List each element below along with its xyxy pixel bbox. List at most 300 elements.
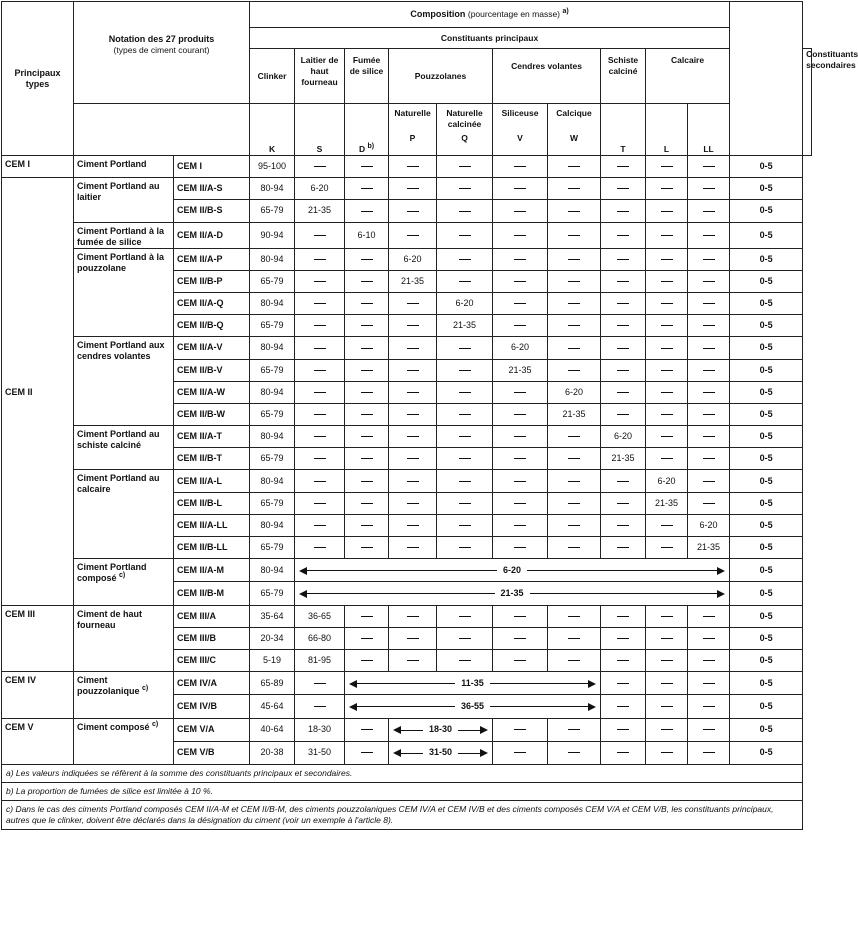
table-row: [2, 426, 812, 448]
dash-mark: [361, 616, 373, 617]
value-cell: [295, 470, 345, 492]
value-cell: 65-79: [250, 403, 295, 425]
value-cell: [601, 403, 646, 425]
dash-mark: [514, 729, 526, 730]
dash-mark: [568, 660, 580, 661]
family-name: Ciment Portland à la pouzzolane: [77, 251, 165, 273]
dash-mark: [361, 481, 373, 482]
range-arrow: [389, 719, 492, 741]
value-cell: [646, 222, 688, 248]
cement-code: CEM II/B-P: [174, 270, 250, 292]
cement-code: CEM II/B-W: [174, 403, 250, 425]
value-cell: [493, 514, 548, 536]
dash-mark: [617, 660, 629, 661]
value-cell: [437, 627, 493, 649]
dash-mark: [703, 683, 715, 684]
value-cell: [493, 222, 548, 248]
value-cell: [646, 695, 688, 718]
header-letter-ll: LL: [688, 104, 730, 156]
dash-mark: [661, 638, 673, 639]
value-cell: [601, 337, 646, 359]
secondary-value: 0-5: [730, 582, 803, 605]
product-family: [74, 337, 174, 426]
dash-mark: [407, 436, 419, 437]
dash-mark: [407, 392, 419, 393]
value-cell: [345, 359, 389, 381]
header-q-cell: [437, 104, 493, 156]
cement-code: CEM II/B-S: [174, 200, 250, 222]
cement-code: CEM V/B: [174, 741, 250, 764]
cement-code: CEM II/B-Q: [174, 315, 250, 337]
value-cell: 95-100: [250, 156, 295, 178]
value-cell: [548, 222, 601, 248]
value-cell: [295, 156, 345, 178]
value-cell: [345, 381, 389, 403]
dash-mark: [514, 458, 526, 459]
dash-mark: [661, 660, 673, 661]
value-cell: [345, 470, 389, 492]
value-cell: [601, 537, 646, 559]
table-row: [2, 337, 812, 359]
value-cell: [688, 381, 730, 403]
dash-mark: [314, 436, 326, 437]
dash-mark: [514, 481, 526, 482]
dash-mark: [514, 303, 526, 304]
dash-mark: [361, 638, 373, 639]
value-cell: [295, 381, 345, 403]
value-cell: [437, 426, 493, 448]
value-cell: 6-20: [688, 514, 730, 536]
value-cell: 21-35: [688, 537, 730, 559]
dash-mark: [407, 166, 419, 167]
dash-mark: [703, 235, 715, 236]
dash-mark: [568, 166, 580, 167]
range-arrow: [389, 742, 492, 764]
value-cell: [345, 248, 389, 270]
dash-mark: [314, 281, 326, 282]
value-cell: [345, 537, 389, 559]
dash-mark: [703, 259, 715, 260]
range-cell: [295, 582, 730, 605]
dash-mark: [407, 325, 419, 326]
dash-mark: [703, 303, 715, 304]
cement-code: CEM II/B-V: [174, 359, 250, 381]
secondary-value: 0-5: [730, 315, 803, 337]
dash-mark: [617, 729, 629, 730]
value-cell: 80-94: [250, 470, 295, 492]
header-letter-t: T: [601, 104, 646, 156]
dash-mark: [661, 436, 673, 437]
value-cell: [437, 649, 493, 671]
value-cell: [345, 178, 389, 200]
dash-mark: [407, 660, 419, 661]
cement-code: CEM V/A: [174, 718, 250, 741]
value-cell: [389, 359, 437, 381]
value-cell: [389, 426, 437, 448]
dash-mark: [514, 616, 526, 617]
secondary-value: 0-5: [730, 470, 803, 492]
value-cell: [345, 605, 389, 627]
dash-mark: [703, 436, 715, 437]
value-cell: [646, 537, 688, 559]
dash-mark: [407, 303, 419, 304]
dash-mark: [568, 481, 580, 482]
range-arrow: [345, 695, 600, 717]
value-cell: [345, 292, 389, 314]
dash-mark: [617, 525, 629, 526]
secondary-value: 0-5: [730, 359, 803, 381]
header-notation-subtitle: (types de ciment courant): [113, 45, 210, 55]
value-cell: 6-20: [601, 426, 646, 448]
value-cell: 66-80: [295, 627, 345, 649]
table-row: [2, 470, 812, 492]
dash-mark: [703, 638, 715, 639]
value-cell: 21-35: [389, 270, 437, 292]
dash-mark: [514, 392, 526, 393]
dash-mark: [314, 166, 326, 167]
dash-mark: [361, 348, 373, 349]
value-cell: [389, 537, 437, 559]
value-cell: [345, 200, 389, 222]
value-cell: 65-79: [250, 537, 295, 559]
cement-code: CEM II/A-D: [174, 222, 250, 248]
value-cell: [688, 403, 730, 425]
value-cell: 21-35: [493, 359, 548, 381]
family-name: Ciment composé: [77, 721, 150, 732]
header-naturelle: Naturelle: [394, 108, 431, 118]
value-cell: 80-94: [250, 426, 295, 448]
footnote-c: c) Dans le cas des ciments Portland composés CEM II/A-M et CEM II/B-M, des ciments pouzzolaniques CEM IV/A et CEM IV/B et des ciments composés CEM V/A et CEM V/B, les constituants principaux, autres que le clinker, doivent être déclarés dans la désignation du ciment (voir un exemple à l'article 8).: [2, 800, 803, 829]
table-row: [2, 672, 812, 695]
value-cell: [437, 248, 493, 270]
dash-mark: [361, 503, 373, 504]
value-clinker: 40-64: [250, 718, 295, 741]
principal-type: CEM I: [2, 156, 74, 178]
header-letter-q: Q: [461, 133, 468, 143]
dash-mark: [617, 325, 629, 326]
secondary-value: 0-5: [730, 403, 803, 425]
dash-mark: [703, 729, 715, 730]
value-cell: [688, 270, 730, 292]
value-cell: [646, 337, 688, 359]
dash-mark: [514, 166, 526, 167]
dash-mark: [361, 392, 373, 393]
value-cell: [389, 200, 437, 222]
table-body: [2, 156, 812, 765]
value-cell: 21-35: [646, 492, 688, 514]
value-cell: [601, 315, 646, 337]
dash-mark: [459, 547, 471, 548]
dash-mark: [617, 547, 629, 548]
dash-mark: [617, 752, 629, 753]
dash-mark: [703, 281, 715, 282]
value-clinker: 45-64: [250, 695, 295, 718]
range-value: 6-20: [497, 565, 527, 576]
value-cell: [437, 200, 493, 222]
value-cell: [646, 403, 688, 425]
value-cell: [295, 270, 345, 292]
value-cell: [295, 222, 345, 248]
value-cell: [437, 403, 493, 425]
family-note: c): [142, 685, 149, 693]
value-cell: [688, 200, 730, 222]
dash-mark: [314, 348, 326, 349]
value-cell: [688, 448, 730, 470]
secondary-value: 0-5: [730, 426, 803, 448]
cement-code: CEM II/A-W: [174, 381, 250, 403]
value-cell: [601, 270, 646, 292]
dash-mark: [568, 547, 580, 548]
dash-mark: [514, 281, 526, 282]
product-family: [74, 605, 174, 672]
value-cell: 6-20: [437, 292, 493, 314]
secondary-value: 0-5: [730, 537, 803, 559]
dash-mark: [568, 503, 580, 504]
value-cell: 65-79: [250, 492, 295, 514]
header-calcaire: Calcaire: [646, 49, 730, 104]
dash-mark: [407, 211, 419, 212]
value-cell: [646, 315, 688, 337]
value-cell: [688, 741, 730, 764]
value-cell: [548, 292, 601, 314]
dash-mark: [661, 188, 673, 189]
cement-code: CEM II/A-M: [174, 559, 250, 582]
dash-mark: [568, 616, 580, 617]
table-row: [2, 222, 812, 248]
value-cell: [601, 627, 646, 649]
value-cell: [646, 359, 688, 381]
value-cell: [548, 718, 601, 741]
dash-mark: [661, 166, 673, 167]
dash-mark: [407, 370, 419, 371]
dash-mark: [568, 370, 580, 371]
dash-mark: [459, 525, 471, 526]
dash-mark: [703, 348, 715, 349]
secondary-value: 0-5: [730, 292, 803, 314]
value-cell: [437, 492, 493, 514]
dash-mark: [407, 188, 419, 189]
dash-mark: [459, 481, 471, 482]
dash-mark: [568, 211, 580, 212]
header-letter-d: [345, 104, 389, 156]
value-cell: [345, 156, 389, 178]
header-letter-l: L: [646, 104, 688, 156]
dash-mark: [568, 188, 580, 189]
value-fumee: [345, 741, 389, 764]
value-cell: [601, 741, 646, 764]
value-cell: 6-20: [646, 470, 688, 492]
dash-mark: [459, 436, 471, 437]
dash-mark: [514, 414, 526, 415]
dash-mark: [361, 166, 373, 167]
dash-mark: [361, 370, 373, 371]
secondary-value: 0-5: [730, 649, 803, 671]
value-cell: [389, 337, 437, 359]
value-cell: [548, 649, 601, 671]
dash-mark: [568, 729, 580, 730]
header-main-constituents: Constituants principaux: [250, 28, 730, 49]
value-cell: [493, 537, 548, 559]
secondary-value: 0-5: [730, 248, 803, 270]
value-cell: [688, 492, 730, 514]
value-cell: [493, 403, 548, 425]
principal-type: CEM III: [2, 605, 74, 672]
secondary-value: 0-5: [730, 448, 803, 470]
value-cell: 35-64: [250, 605, 295, 627]
value-cell: 81-95: [295, 649, 345, 671]
value-cell: [601, 156, 646, 178]
value-cell: [548, 315, 601, 337]
value-cell: [295, 292, 345, 314]
dash-mark: [703, 392, 715, 393]
secondary-value: 0-5: [730, 178, 803, 200]
dash-mark: [361, 436, 373, 437]
value-clinker: 65-89: [250, 672, 295, 695]
cement-code: CEM III/C: [174, 649, 250, 671]
dash-mark: [514, 503, 526, 504]
dash-mark: [617, 706, 629, 707]
header-letter-s: S: [295, 104, 345, 156]
value-cell: [646, 426, 688, 448]
header-notation-title: Notation des 27 produits: [108, 34, 215, 44]
product-family: [74, 248, 174, 337]
value-cell: [493, 649, 548, 671]
value-cell: [688, 315, 730, 337]
dash-mark: [661, 616, 673, 617]
cement-code: CEM II/A-V: [174, 337, 250, 359]
dash-mark: [514, 436, 526, 437]
dash-mark: [568, 458, 580, 459]
value-cell: 80-94: [250, 381, 295, 403]
family-name: Ciment Portland composé: [77, 562, 147, 584]
header-naturelle-calcinee: Naturelle calcinée: [446, 108, 483, 129]
dash-mark: [407, 348, 419, 349]
value-cell: [493, 718, 548, 741]
value-cell: [295, 426, 345, 448]
dash-mark: [459, 188, 471, 189]
header-v-cell: [493, 104, 548, 156]
value-cell: [688, 672, 730, 695]
family-name: Ciment Portland à la fumée de silice: [77, 225, 165, 247]
dash-mark: [703, 616, 715, 617]
dash-mark: [703, 211, 715, 212]
dash-mark: [703, 481, 715, 482]
value-cell: [688, 292, 730, 314]
dash-mark: [314, 525, 326, 526]
value-cell: [389, 605, 437, 627]
value-cell: [601, 649, 646, 671]
value-cell: 21-35: [601, 448, 646, 470]
value-cell: [389, 381, 437, 403]
header-letter-v: V: [517, 133, 523, 143]
value-cell: 65-79: [250, 270, 295, 292]
secondary-value: 0-5: [730, 559, 803, 582]
dash-mark: [617, 392, 629, 393]
value-cell: [601, 718, 646, 741]
dash-mark: [661, 458, 673, 459]
dash-mark: [617, 188, 629, 189]
value-cell: [646, 448, 688, 470]
dash-mark: [703, 503, 715, 504]
value-cell: [437, 270, 493, 292]
secondary-value: 0-5: [730, 156, 803, 178]
value-cell: [601, 514, 646, 536]
value-cell: [345, 514, 389, 536]
value-cell: [493, 492, 548, 514]
value-cell: [493, 448, 548, 470]
product-family: [74, 222, 174, 248]
value-laitier: [295, 672, 345, 695]
cement-code: CEM II/A-Q: [174, 292, 250, 314]
value-laitier: 18-30: [295, 718, 345, 741]
dash-mark: [617, 281, 629, 282]
dash-mark: [459, 458, 471, 459]
dash-mark: [314, 325, 326, 326]
value-cell: [601, 248, 646, 270]
value-cell: 21-35: [437, 315, 493, 337]
value-cell: [295, 359, 345, 381]
dash-mark: [459, 211, 471, 212]
dash-mark: [407, 638, 419, 639]
dash-mark: [407, 458, 419, 459]
range-value: 11-35: [455, 678, 490, 689]
value-clinker: 65-79: [250, 582, 295, 605]
header-notation-spacer: [74, 104, 250, 156]
dash-mark: [514, 752, 526, 753]
header-laitier: Laitier de haut fourneau: [295, 49, 345, 104]
dash-mark: [314, 259, 326, 260]
header-composition-note: a): [562, 8, 569, 15]
value-clinker: 20-38: [250, 741, 295, 764]
value-cell: 6-20: [295, 178, 345, 200]
dash-mark: [459, 638, 471, 639]
value-cell: 80-94: [250, 337, 295, 359]
value-cell: [688, 178, 730, 200]
product-family: [74, 672, 174, 718]
value-cell: 5-19: [250, 649, 295, 671]
value-cell: [437, 359, 493, 381]
header-composition-title: Composition: [410, 9, 466, 19]
dash-mark: [459, 281, 471, 282]
range-value: 36-55: [455, 701, 490, 712]
product-family: [74, 426, 174, 470]
dash-mark: [661, 211, 673, 212]
secondary-value: 0-5: [730, 718, 803, 741]
value-cell: [389, 178, 437, 200]
dash-mark: [407, 481, 419, 482]
secondary-value: 0-5: [730, 514, 803, 536]
value-cell: [295, 315, 345, 337]
dash-mark: [361, 525, 373, 526]
value-cell: [646, 718, 688, 741]
value-cell: [493, 605, 548, 627]
value-cell: 80-94: [250, 292, 295, 314]
dash-mark: [617, 370, 629, 371]
dash-mark: [568, 325, 580, 326]
value-cell: [646, 741, 688, 764]
range-cell: [389, 741, 493, 764]
dash-mark: [407, 547, 419, 548]
value-cell: [688, 627, 730, 649]
cement-code: CEM II/B-L: [174, 492, 250, 514]
dash-mark: [568, 638, 580, 639]
dash-mark: [703, 325, 715, 326]
table-row: [2, 559, 812, 582]
value-cell: [389, 492, 437, 514]
cement-code: CEM II/B-LL: [174, 537, 250, 559]
value-cell: [345, 337, 389, 359]
value-laitier: [295, 695, 345, 718]
